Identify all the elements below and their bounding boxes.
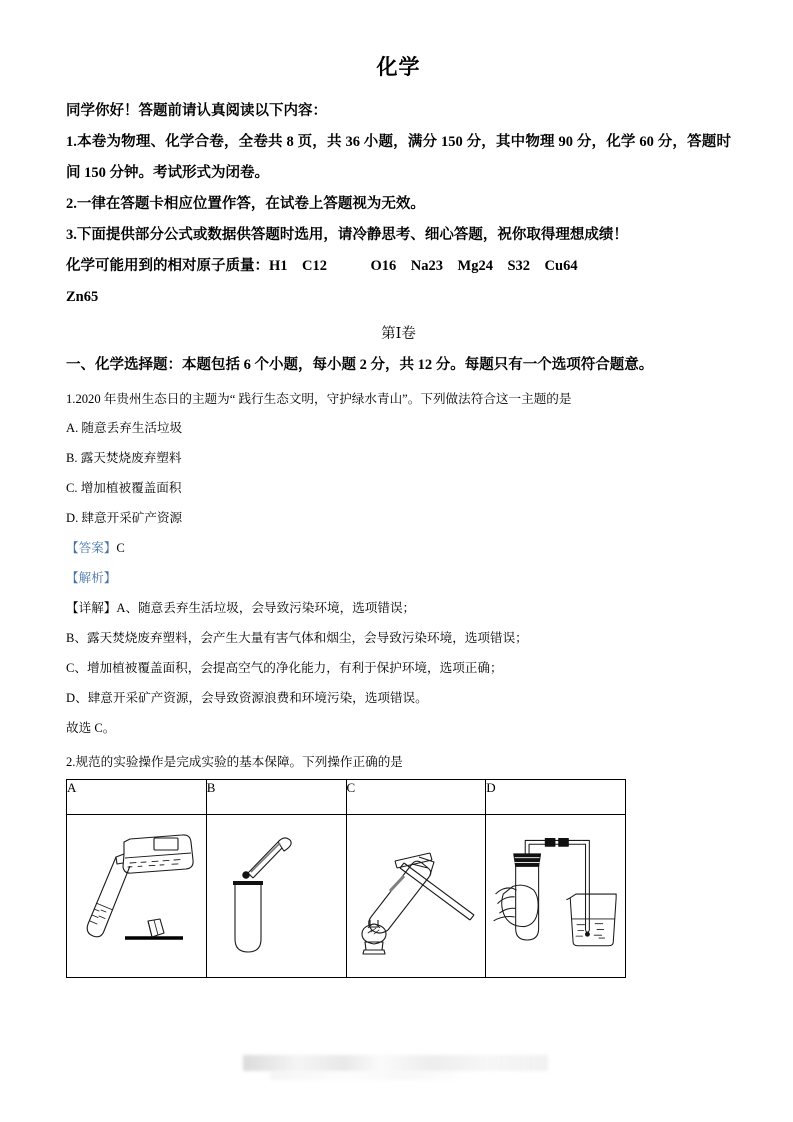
question-1-answer	[66, 533, 731, 563]
instruction-3: 3.下面提供部分公式或数据供答题时选用，请冷静思考、细心答题，祝你取得理想成绩！	[66, 227, 628, 243]
page-watermark-smudge-secondary	[270, 1071, 460, 1080]
option-header-a: A	[67, 780, 207, 815]
option-header-c: C	[346, 780, 486, 815]
atomic-mass-s: S32	[507, 258, 531, 274]
question-1-option-b[interactable]: B. 露天焚烧废弃塑料	[66, 451, 182, 465]
choice-section-heading: 一、化学选择题：本题包括 6 个小题，每小题 2 分，共 12 分。每题只有一个选项符合题意。	[66, 357, 654, 373]
atomic-mass-h: H1	[269, 258, 288, 274]
atomic-mass-c: C12	[302, 258, 328, 274]
answer-tag: 【答案】	[66, 541, 117, 555]
question-1-detail-b: B、露天焚烧废弃塑料，会产生大量有害气体和烟尘，会导致污染环境，选项错误；	[66, 631, 528, 645]
question-1-detail-d: D、肆意开采矿产资源，会导致资源浪费和环境污染，选项错误。	[66, 691, 428, 705]
question-1-option-a[interactable]: A. 随意丢弃生活垃圾	[66, 421, 183, 435]
question-2-option-table	[66, 779, 626, 978]
question-1-detail-c: C、增加植被覆盖面积，会提高空气的净化能力，有利于保护环境，选项正确；	[66, 661, 503, 675]
page-title: 化学	[376, 55, 421, 79]
heating-test-tube-over-alcohol-lamp-icon	[347, 815, 486, 975]
question-1-stem: 1.2020 年贵州生态日的主题为“ 践行生态文明，守护绿水青山”。下列做法符合这一主题的是	[66, 392, 572, 406]
question-2-stem: 2.规范的实验操作是完成实验的基本保障。下列操作正确的是	[66, 755, 403, 769]
option-cell-b[interactable]	[206, 815, 346, 978]
page-watermark-smudge	[243, 1055, 548, 1071]
question-1-detail-a	[66, 593, 731, 623]
question-1-option-d[interactable]: D. 肆意开采矿产资源	[66, 511, 183, 525]
option-cell-d[interactable]	[486, 815, 626, 978]
question-1-option-c[interactable]: C. 增加植被覆盖面积	[66, 481, 182, 495]
detail-tag: 【详解】	[66, 601, 117, 615]
intro-heading: 同学你好！答题前请认真阅读以下内容：	[66, 103, 327, 119]
atomic-mass-mg: Mg24	[457, 258, 493, 274]
question-1-conclusion: 故选 C。	[66, 721, 116, 735]
pouring-liquid-into-test-tube-icon	[67, 815, 206, 975]
question-1-analysis-tag: 【解析】	[66, 571, 117, 585]
instruction-2: 2.一律在答题卡相应位置作答，在试卷上答题视为无效。	[66, 196, 425, 212]
atomic-mass-na: Na23	[410, 258, 444, 274]
atomic-mass-cu: Cu64	[544, 258, 578, 274]
atomic-mass-line	[66, 251, 731, 282]
paper-section-heading: 第Ⅰ卷	[381, 326, 416, 342]
option-cell-a[interactable]	[67, 815, 207, 978]
option-header-d: D	[486, 780, 626, 815]
atomic-mass-label: 化学可能用到的相对原子质量：	[66, 258, 269, 274]
instruction-1: 1.本卷为物理、化学合卷，全卷共 8 页，共 36 小题，满分 150 分，其中物理 90 分，化学 60 分，答题时间 150 分钟。考试形式为闭卷。	[66, 134, 731, 181]
table-row-headers	[67, 780, 626, 815]
atomic-mass-o: O16	[370, 258, 397, 274]
table-row-figures	[67, 815, 626, 978]
atomic-mass-zn: Zn65	[66, 289, 99, 305]
option-header-b: B	[206, 780, 346, 815]
detail-text-a: A、随意丢弃生活垃圾，会导致污染环境，选项错误；	[116, 601, 416, 615]
page-content	[66, 52, 731, 978]
answer-value: C	[116, 541, 125, 555]
dropper-over-test-tube-icon	[207, 815, 346, 975]
airtightness-check-apparatus-icon	[486, 815, 625, 975]
option-cell-c[interactable]	[346, 815, 486, 978]
